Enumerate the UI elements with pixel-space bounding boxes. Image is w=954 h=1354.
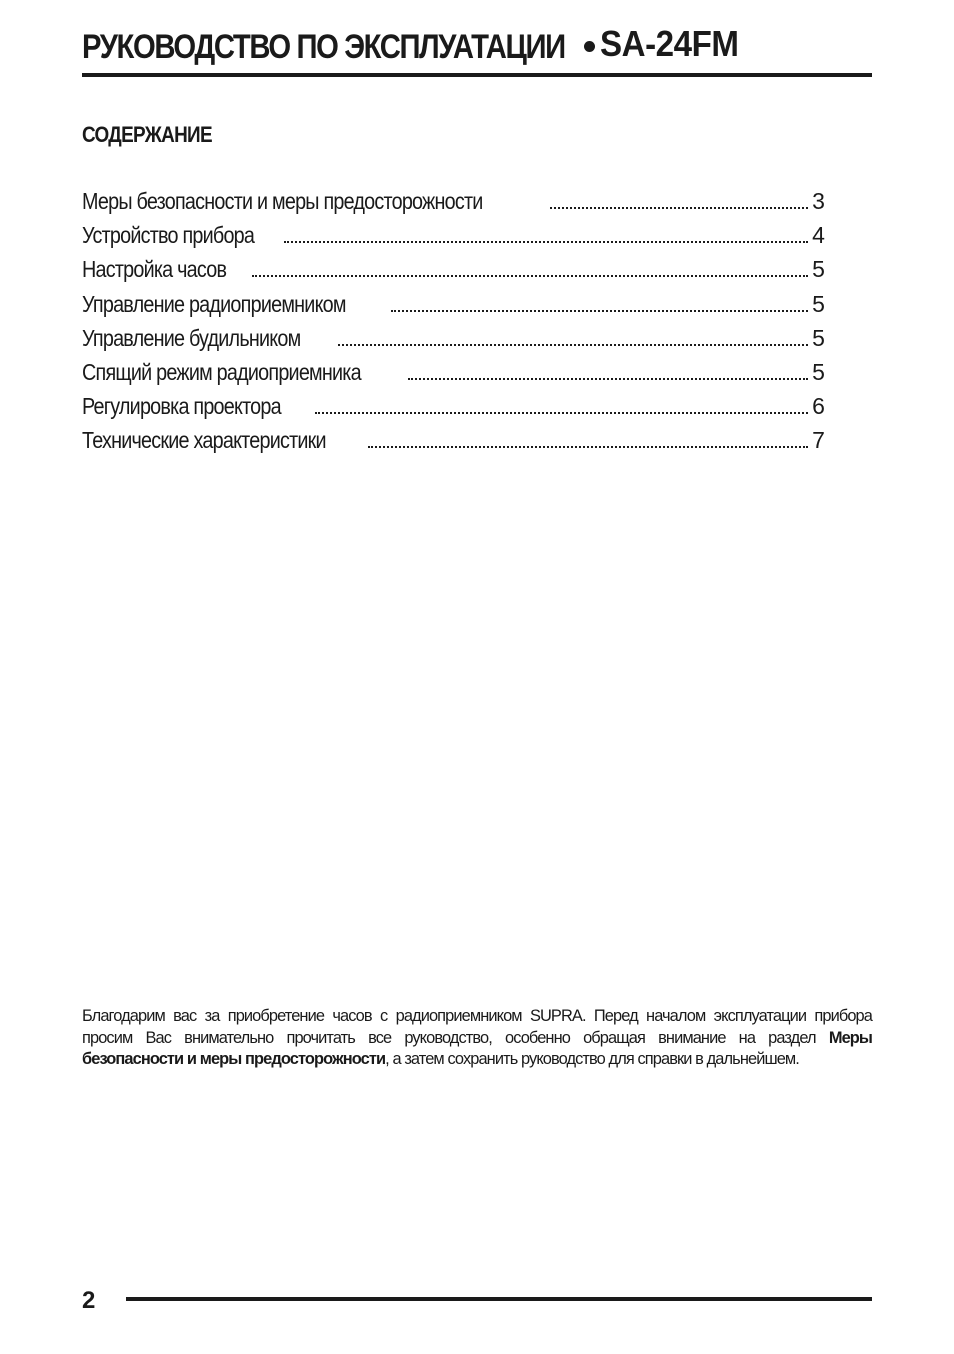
page-header — [82, 24, 872, 70]
toc-entry-label: Устройство прибора — [82, 222, 255, 249]
toc-entry-label: Настройка часов — [82, 256, 227, 283]
toc-entry[interactable] — [82, 427, 824, 461]
intro-text: Благодарим вас за приобретение часов с радиоприемником SUPRA. Перед началом эксплуатации прибора просим Вас внимательно прочитать все руководство, особенно обращая внимание на раздел — [82, 1007, 872, 1047]
toc-entry-page: 3 — [812, 188, 824, 214]
table-of-contents — [82, 188, 824, 462]
footer-rule — [126, 1297, 872, 1301]
toc-entry[interactable] — [82, 256, 824, 290]
toc-entry[interactable] — [82, 325, 824, 359]
toc-entry-label: Управление будильником — [82, 324, 301, 351]
toc-entry-page: 5 — [812, 358, 824, 385]
toc-entry-label: Регулировка проектора — [82, 393, 281, 420]
toc-entry-label: Спящий режим радиоприемника — [82, 358, 361, 385]
dot-leader — [368, 446, 809, 448]
toc-entry-page: 4 — [812, 222, 824, 249]
dot-leader — [252, 275, 808, 277]
dot-leader — [284, 241, 808, 243]
header-rule — [82, 73, 872, 77]
toc-entry[interactable] — [82, 222, 824, 256]
dot-leader — [550, 207, 808, 209]
dot-leader — [408, 378, 808, 380]
dot-leader — [391, 310, 808, 312]
intro-text-end: , а затем сохранить руководство для справки в дальнейшем. — [385, 1050, 799, 1068]
toc-entry-page: 5 — [812, 256, 824, 283]
contents-heading: СОДЕРЖАНИЕ — [82, 122, 212, 147]
toc-entry-label: Меры безопасности и меры предосторожности — [82, 188, 483, 214]
toc-entry-label: Технические характеристики — [82, 427, 326, 454]
intro-paragraph — [82, 1006, 872, 1071]
dot-leader — [315, 412, 808, 414]
toc-entry-page: 7 — [812, 427, 824, 454]
toc-entry[interactable] — [82, 359, 824, 393]
toc-entry-page: 5 — [812, 290, 824, 317]
model-name: SA-24FM — [600, 23, 739, 64]
dot-leader — [338, 344, 808, 346]
toc-entry-page: 5 — [812, 324, 824, 351]
toc-entry-label: Управление радиоприемником — [82, 290, 346, 317]
intro-bold-reference: Меры безопасности и меры предосторожности — [82, 1028, 872, 1068]
page-number: 2 — [82, 1287, 96, 1314]
bullet-separator — [584, 41, 595, 52]
toc-entry[interactable] — [82, 291, 824, 325]
toc-entry-page: 6 — [812, 393, 824, 420]
toc-entry[interactable] — [82, 393, 824, 427]
toc-entry[interactable] — [82, 188, 824, 222]
page-title: РУКОВОДСТВО ПО ЭКСПЛУАТАЦИИ — [82, 28, 565, 66]
